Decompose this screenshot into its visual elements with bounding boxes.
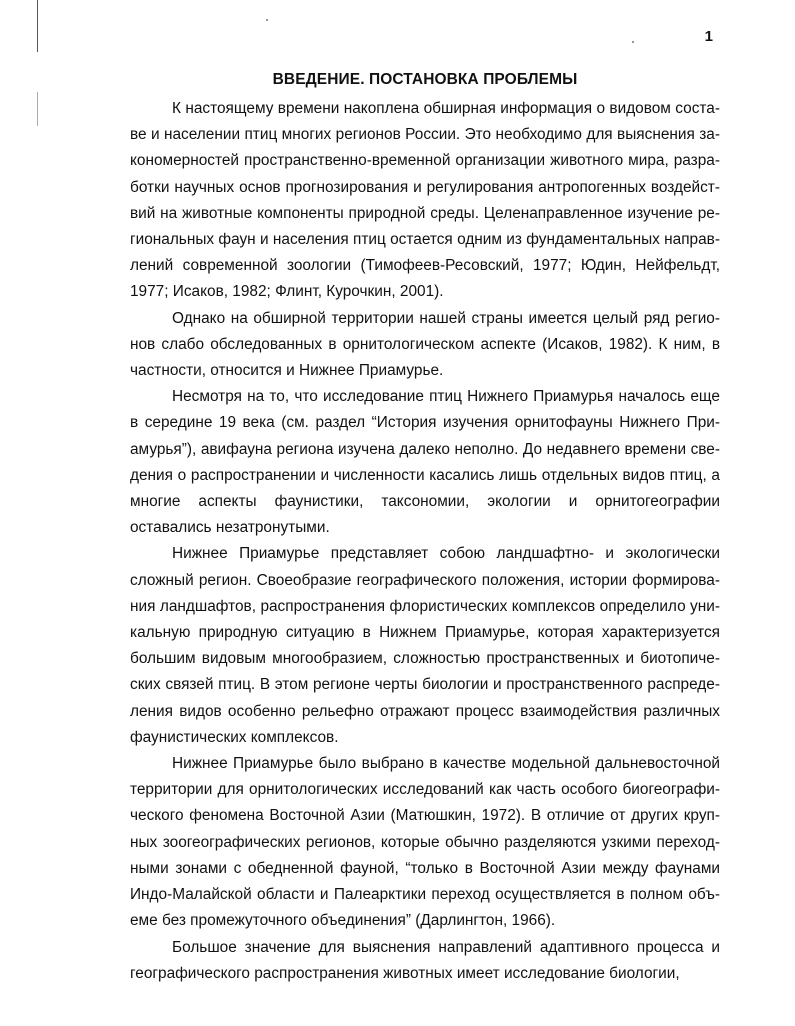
- document-body: [130, 96, 720, 987]
- paragraph-5: Нижнее Приамурье было выбрано в качестве модельной дальневосточной территории для орнитологических исследований как часть особого биогеографического феномена Восточной Азии (Матюшкин, 1972). В отличие от других крупных зоогеографических регионов, которые обычно разделяются узкими переходными зонами с обедненной фауной, “только в Восточной Азии между фаунами Индо-Малайской области и Палеарктики переход осуществляется в полном объеме без промежуточного объединения” (Дарлингтон, 1966).: [130, 755, 720, 930]
- paragraph-6: Большое значение для выяснения направлений адаптивного процесса и географического распространения животных имеет исследование биологии,: [130, 938, 720, 982]
- paragraph-1: К настоящему времени накоплена обширная информация о видовом составе и населении птиц многих регионов России. Это необходимо для выяснения закономерностей пространственно-временной организации животного мира, разработки научных основ прогнозирования и регулирования антропогенных воздействий на животные компоненты природной среды. Целенаправленное изучение региональных фаун и населения птиц остается одним из фундаментальных направлений современной зоологии (Тимофеев-Ресовский, 1977; Юдин, Нейфельдт, 1977; Исаков, 1982; Флинт, Курочкин, 2001).: [130, 100, 720, 301]
- scan-speck: [266, 19, 268, 21]
- section-title: ВВЕДЕНИЕ. ПОСТАНОВКА ПРОБЛЕМЫ: [272, 71, 578, 88]
- scan-margin-line: [37, 0, 38, 52]
- paragraph-2: Однако на обширной территории нашей страны имеется целый ряд регионов слабо обследованных в орнитологическом аспекте (Исаков, 1982). К ним, в частности, относится и Нижнее Приамурье.: [130, 309, 720, 380]
- page-number: 1: [704, 28, 713, 45]
- scan-speck: [632, 41, 634, 43]
- paragraph-3: Несмотря на то, что исследование птиц Нижнего Приамурья началось еще в середине 19 века (см. раздел “История изучения орнитофауны Нижнего Приамурья”), авифауна региона изучена далеко неполно. До недавнего времени сведения о распространении и численности касались лишь отдельных видов птиц, а многие аспекты фаунистики, таксономии, экологии и орнитогеографии оставались незатронутыми.: [130, 388, 720, 537]
- paragraph-4: Нижнее Приамурье представляет собою ландшафтно- и экологически сложный регион. Своеобразие географического положения, истории формирования ландшафтов, распространения флористических комплексов определило уникальную природную ситуацию в Нижнем Приамурье, которая характеризуется большим видовым многообразием, сложностью пространственных и биотопических связей птиц. В этом регионе черты биологии и пространственного распределения видов особенно рельефно отражают процесс взаимодействия различных фаунистических комплексов.: [130, 545, 720, 746]
- scan-margin-line-lower: [37, 92, 38, 126]
